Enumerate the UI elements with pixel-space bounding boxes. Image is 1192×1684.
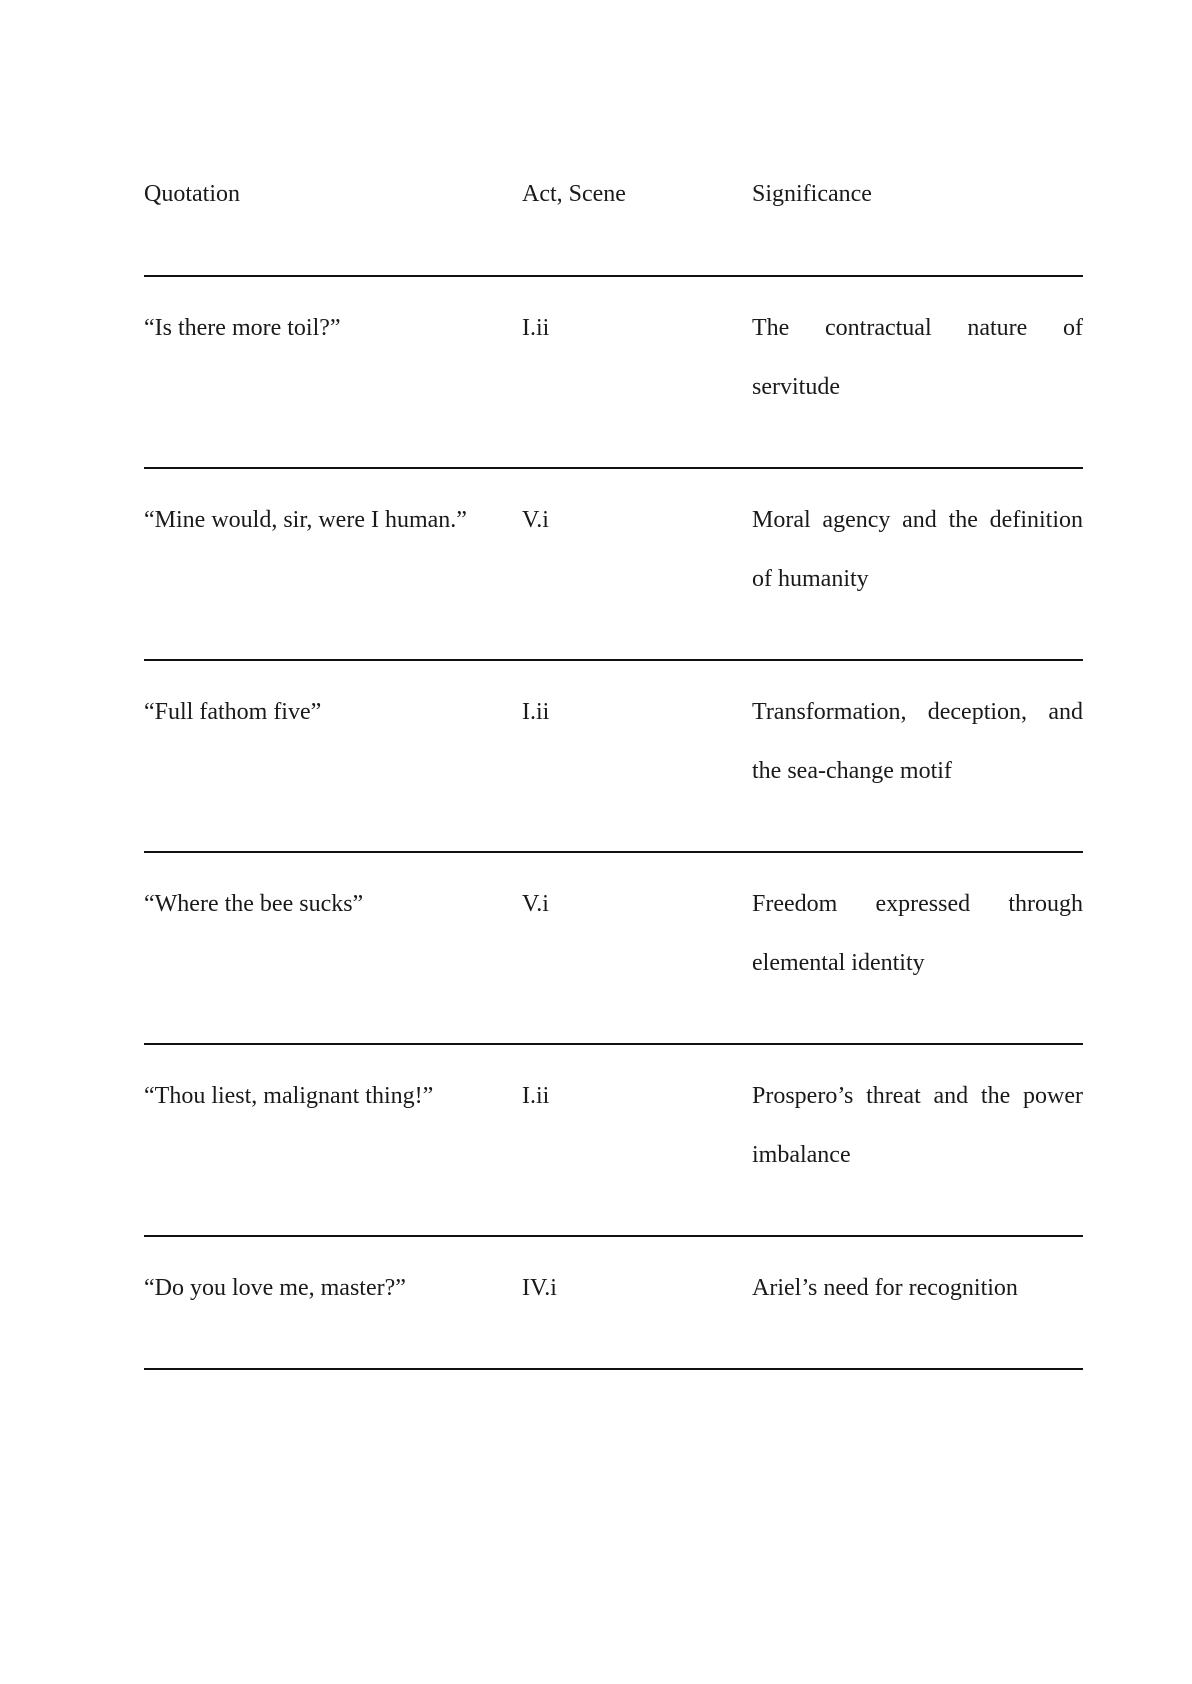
significance-cell: Moral agency and the definition of humanity — [752, 507, 1083, 592]
act-scene-cell: IV.i — [522, 1275, 557, 1301]
act-scene-cell: I.ii — [522, 699, 550, 725]
significance-cell: Freedom expressed through elemental identity — [752, 891, 1083, 976]
significance-cell: Transformation, deception, and the sea-change motif — [752, 699, 1083, 784]
quotation-cell: “Mine would, sir, were I human.” — [144, 507, 467, 533]
act-scene-cell: I.ii — [522, 1083, 550, 1109]
table-row — [144, 660, 1083, 852]
header-significance: Significance — [752, 181, 872, 207]
table-row — [144, 276, 1083, 468]
table-row — [144, 852, 1083, 1044]
quotation-table — [144, 143, 1083, 1370]
quotation-cell: “Full fathom five” — [144, 699, 322, 725]
table-row — [144, 1044, 1083, 1236]
significance-cell: The contractual nature of servitude — [752, 315, 1083, 400]
header-quotation: Quotation — [144, 181, 240, 207]
header-act-scene: Act, Scene — [522, 181, 626, 207]
act-scene-cell: V.i — [522, 507, 549, 533]
quotation-cell: “Is there more toil?” — [144, 315, 341, 341]
significance-cell: Prospero’s threat and the power imbalance — [752, 1083, 1083, 1168]
significance-cell: Ariel’s need for recognition — [752, 1275, 1018, 1301]
table-row — [144, 468, 1083, 660]
act-scene-cell: V.i — [522, 891, 549, 917]
quotation-cell: “Where the bee sucks” — [144, 891, 364, 917]
quotation-cell: “Thou liest, malignant thing!” — [144, 1083, 434, 1109]
act-scene-cell: I.ii — [522, 315, 550, 341]
table-row — [144, 1236, 1083, 1369]
quotation-cell: “Do you love me, master?” — [144, 1275, 406, 1301]
table-header-row — [144, 143, 1083, 276]
